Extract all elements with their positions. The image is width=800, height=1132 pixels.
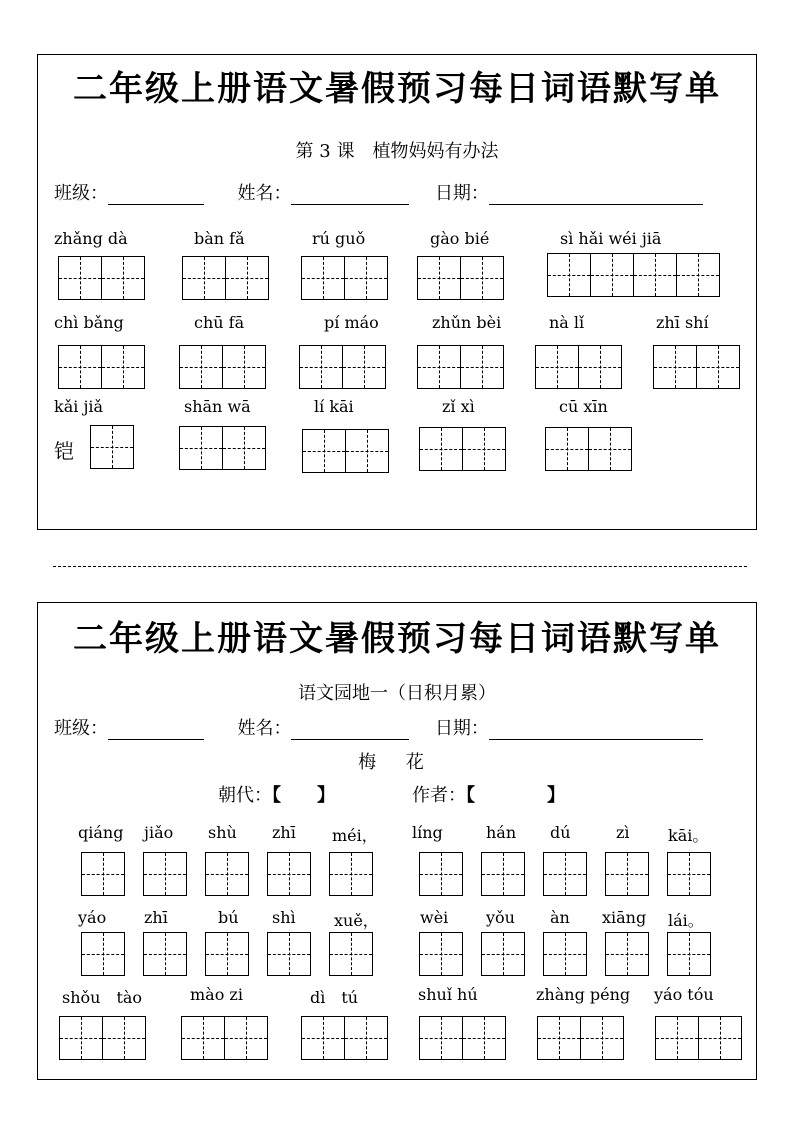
- worksheet-1: [37, 54, 757, 530]
- author-blank[interactable]: 【 】: [466, 785, 565, 806]
- date-blank[interactable]: [489, 721, 703, 740]
- writing-box[interactable]: [81, 932, 391, 976]
- writing-box[interactable]: [419, 427, 506, 471]
- class-blank[interactable]: [108, 721, 204, 740]
- writing-box[interactable]: [655, 1016, 742, 1060]
- dynasty-blank[interactable]: 【 】: [272, 785, 335, 806]
- given-character: 铠: [54, 439, 74, 463]
- pinyin: zhǔn bèi: [432, 313, 502, 332]
- pinyin: yáo: [78, 908, 107, 927]
- writing-box[interactable]: [301, 1016, 388, 1060]
- writing-box[interactable]: [179, 345, 266, 389]
- writing-box[interactable]: [59, 1016, 146, 1060]
- worksheet-title: 二年级上册语文暑假预习每日词语默写单: [73, 619, 721, 659]
- pinyin: wèi: [420, 908, 449, 927]
- pinyin: qiáng: [78, 823, 124, 842]
- pinyin: zì: [616, 823, 630, 842]
- writing-box[interactable]: [81, 852, 391, 896]
- pinyin: mào zi: [190, 985, 243, 1004]
- author-label: 作者：: [412, 785, 466, 806]
- pinyin: dì tú: [310, 988, 359, 1007]
- date-label: 日期：: [434, 183, 489, 204]
- pinyin: bàn fǎ: [194, 229, 245, 248]
- pinyin: sì hǎi wéi jiā: [560, 229, 662, 248]
- dynasty-label: 朝代：: [218, 785, 272, 806]
- date-blank[interactable]: [489, 186, 703, 205]
- pinyin: shì: [272, 908, 296, 927]
- pinyin: zhī: [144, 908, 168, 927]
- name-blank[interactable]: [291, 721, 409, 740]
- date-label: 日期：: [434, 718, 489, 739]
- author-line: [412, 781, 565, 807]
- writing-box[interactable]: [302, 429, 389, 473]
- writing-box[interactable]: [90, 425, 134, 469]
- pinyin: yǒu: [486, 908, 515, 927]
- pinyin: xuě，: [334, 911, 379, 930]
- info-line: [54, 714, 703, 740]
- writing-box[interactable]: [419, 932, 729, 976]
- class-blank[interactable]: [108, 186, 204, 205]
- writing-box[interactable]: [182, 256, 269, 300]
- pinyin: shān wā: [184, 397, 251, 416]
- writing-box[interactable]: [419, 852, 729, 896]
- writing-box[interactable]: [417, 256, 504, 300]
- pinyin: jiǎo: [144, 823, 174, 842]
- name-label: 姓名：: [237, 183, 292, 204]
- class-label: 班级：: [54, 718, 108, 739]
- writing-box[interactable]: [299, 345, 386, 389]
- writing-box[interactable]: [181, 1016, 268, 1060]
- pinyin: àn: [550, 908, 570, 927]
- pinyin: bú: [218, 908, 239, 927]
- writing-box[interactable]: [58, 345, 145, 389]
- pinyin: chū fā: [194, 313, 245, 332]
- pinyin: zhàng péng: [536, 985, 631, 1004]
- worksheet-title: 二年级上册语文暑假预习每日词语默写单: [73, 69, 721, 109]
- pinyin: nà lǐ: [549, 313, 585, 332]
- name-label: 姓名：: [237, 718, 292, 739]
- pinyin: chì bǎng: [54, 313, 124, 332]
- pinyin: gào bié: [430, 229, 490, 248]
- writing-box[interactable]: [419, 1016, 506, 1060]
- pinyin: méi，: [332, 826, 378, 845]
- pinyin: cū xīn: [559, 397, 608, 416]
- pinyin: lí kāi: [314, 397, 354, 416]
- writing-box[interactable]: [547, 253, 720, 297]
- writing-box[interactable]: [653, 345, 740, 389]
- pinyin: lái。: [668, 911, 704, 930]
- writing-box[interactable]: [545, 427, 632, 471]
- lesson-title: 第 3 课 植物妈妈有办法: [295, 141, 499, 162]
- pinyin: kāi。: [668, 826, 709, 845]
- pinyin: dú: [550, 823, 571, 842]
- class-label: 班级：: [54, 183, 108, 204]
- lesson-title: 语文园地一（日积月累）: [298, 683, 496, 704]
- writing-box[interactable]: [301, 256, 388, 300]
- writing-box[interactable]: [179, 426, 266, 470]
- pinyin: yáo tóu: [654, 985, 714, 1004]
- pinyin: líng: [412, 823, 443, 842]
- pinyin: pí máo: [324, 313, 379, 332]
- pinyin: zǐ xì: [442, 397, 475, 416]
- pinyin: hán: [486, 823, 517, 842]
- pinyin: zhī shí: [656, 313, 709, 332]
- cut-line-divider: [53, 566, 747, 567]
- pinyin: shù: [208, 823, 237, 842]
- pinyin: rú guǒ: [312, 229, 366, 248]
- pinyin: shǒu tào: [62, 988, 143, 1007]
- pinyin: shuǐ hú: [418, 985, 478, 1004]
- writing-box[interactable]: [537, 1016, 624, 1060]
- dynasty-line: [218, 781, 335, 807]
- pinyin: kǎi jiǎ: [54, 397, 104, 416]
- poem-title: 梅 花: [358, 752, 436, 773]
- pinyin: zhī: [272, 823, 296, 842]
- name-blank[interactable]: [291, 186, 409, 205]
- writing-box[interactable]: [417, 345, 504, 389]
- pinyin: zhǎng dà: [54, 229, 128, 248]
- writing-box[interactable]: [58, 256, 145, 300]
- worksheet-2: [37, 602, 757, 1080]
- pinyin: xiāng: [602, 908, 647, 927]
- info-line: [54, 179, 703, 205]
- writing-box[interactable]: [535, 345, 622, 389]
